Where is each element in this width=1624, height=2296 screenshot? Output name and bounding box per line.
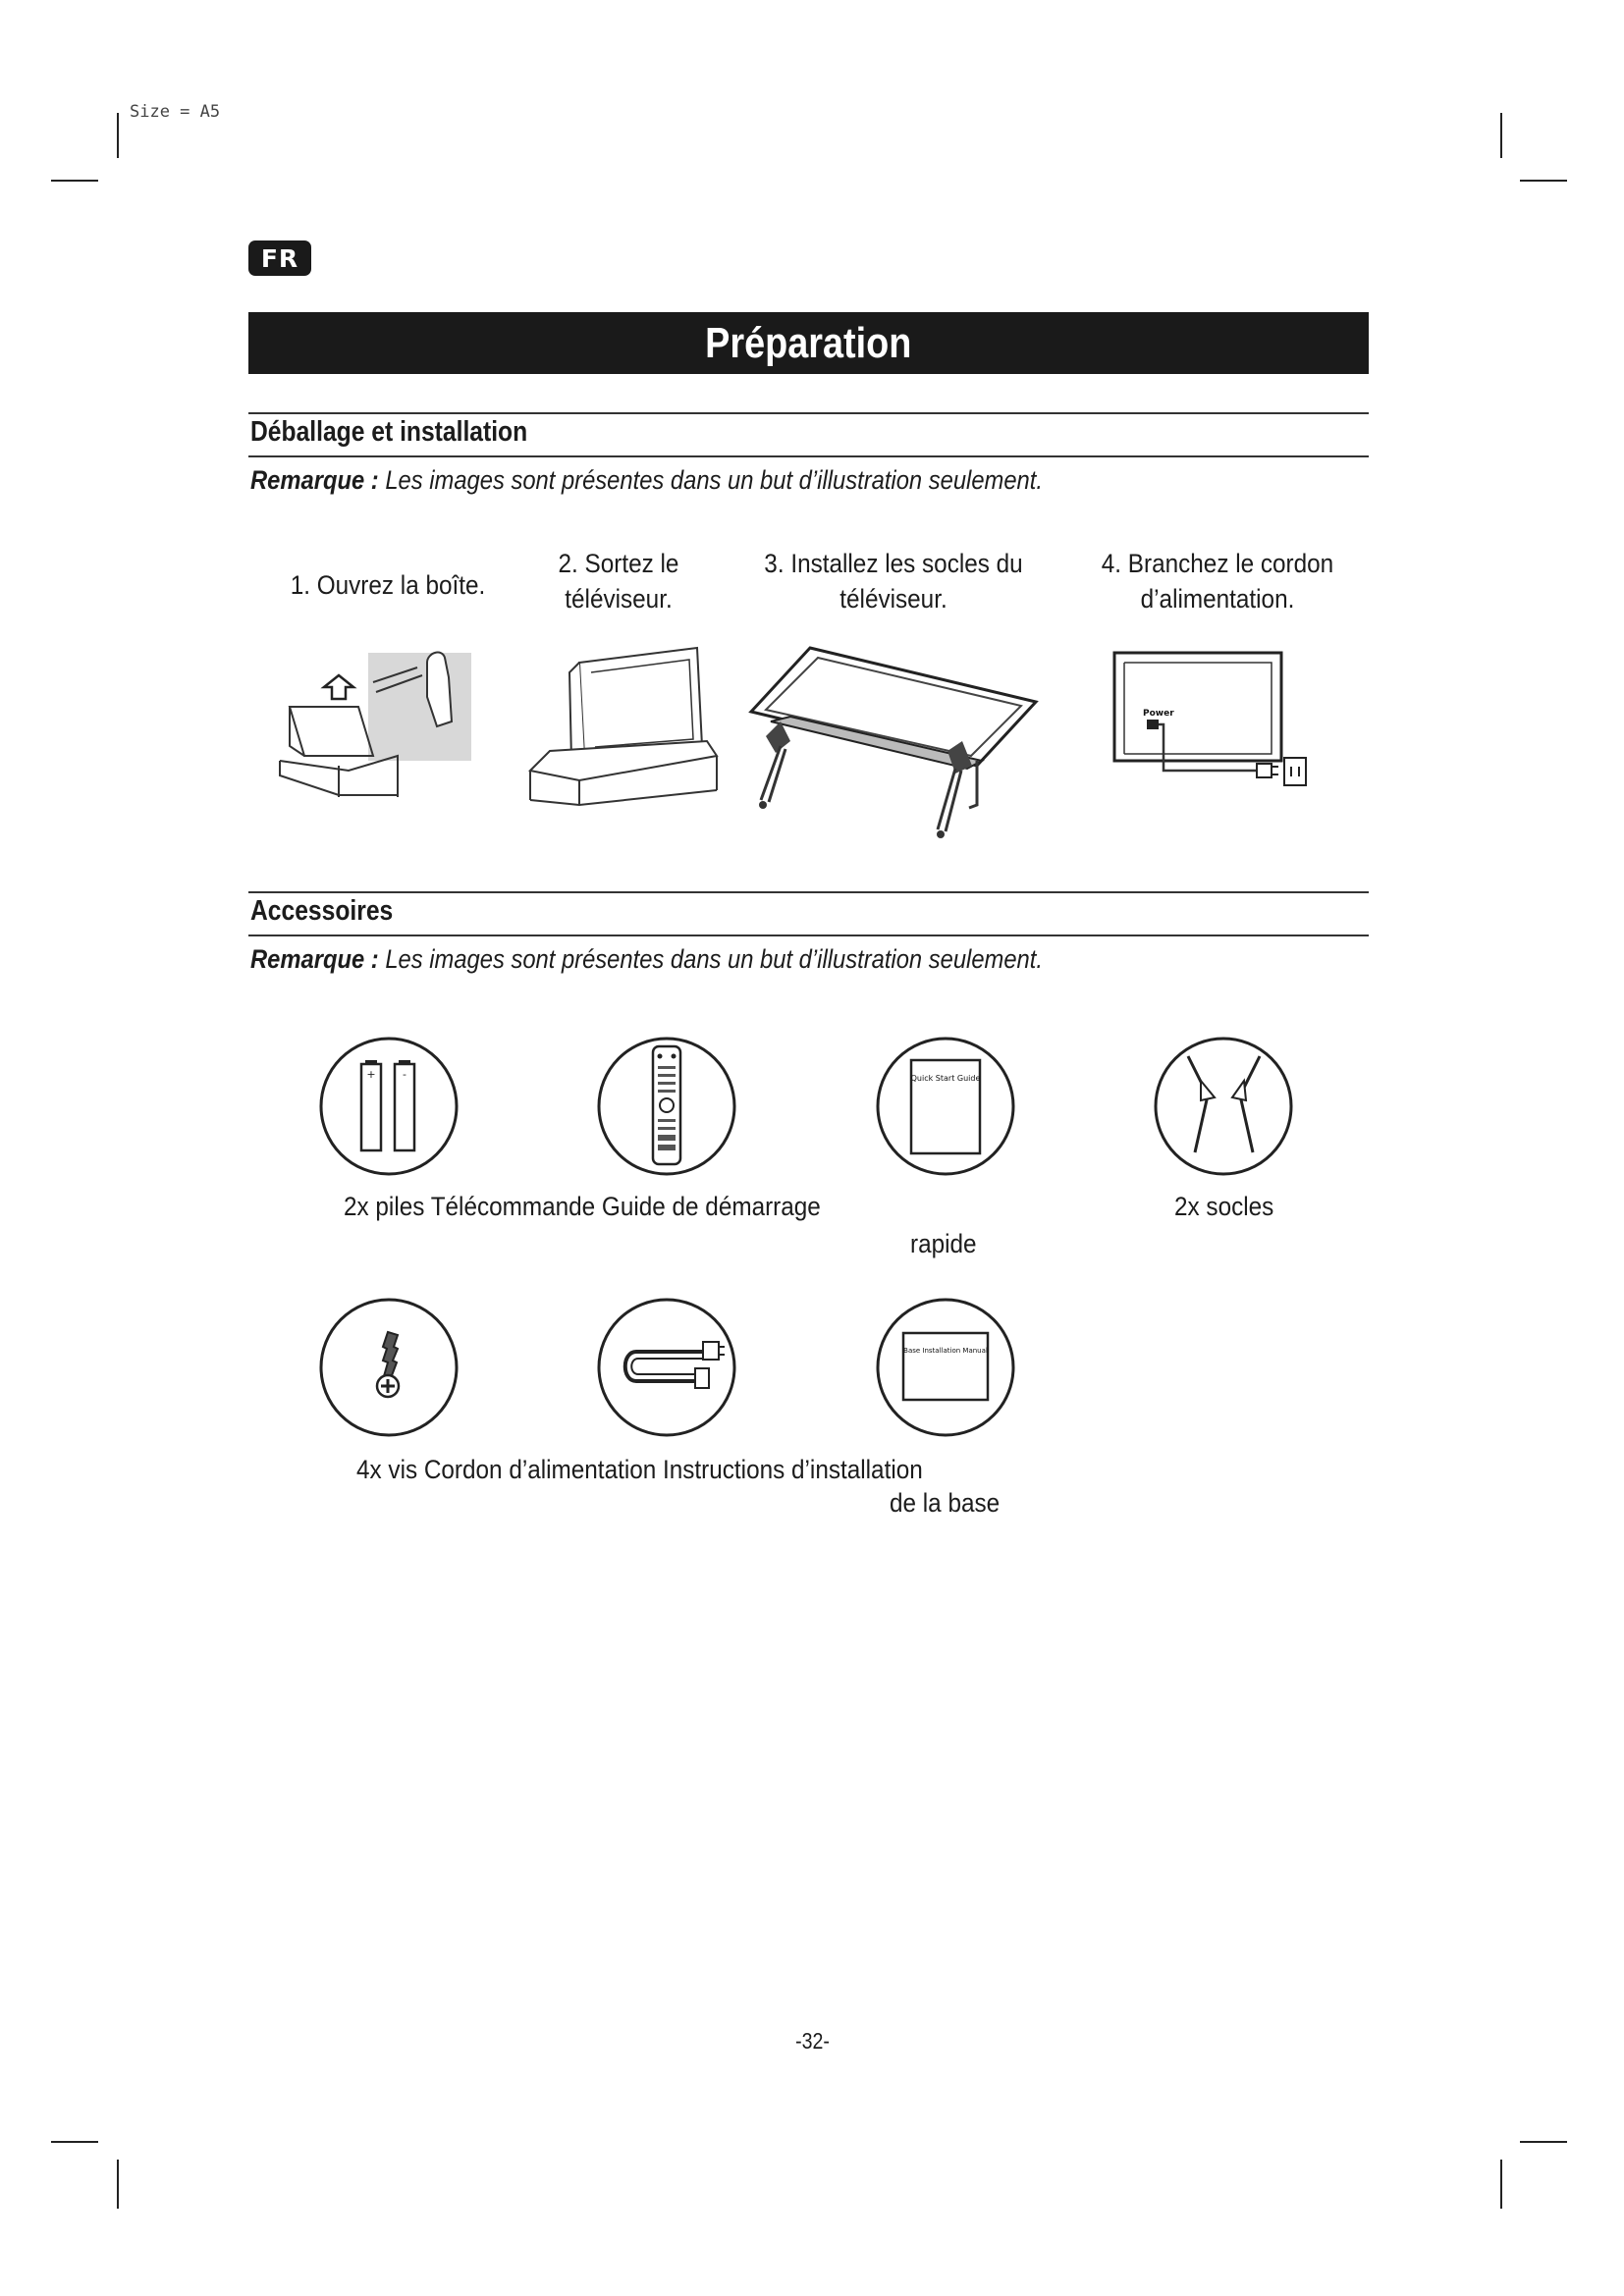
step-line: 2. Sortez le bbox=[558, 549, 679, 578]
svg-text:-: - bbox=[403, 1068, 406, 1081]
step-line: 4. Branchez le cordon bbox=[1101, 549, 1334, 578]
step-caption-1 bbox=[278, 567, 499, 603]
remark-label: Remarque : bbox=[250, 944, 379, 974]
size-label: Size = A5 bbox=[130, 102, 221, 122]
crop-mark bbox=[1520, 180, 1567, 182]
open-box-illustration bbox=[280, 648, 476, 805]
svg-text:+: + bbox=[366, 1068, 376, 1081]
step-caption-4 bbox=[1085, 546, 1350, 616]
step-caption-2 bbox=[521, 546, 716, 616]
page-title bbox=[248, 312, 1369, 374]
power-label: Power bbox=[1143, 709, 1174, 719]
accessory-caption-row1: 2x piles Télécommande Guide de démarrage bbox=[344, 1192, 821, 1221]
base-manual-label: Base Installation Manual bbox=[903, 1347, 988, 1355]
base-installation-manual-icon bbox=[876, 1298, 1015, 1437]
remark-text: Les images sont présentes dans un but d’illustration seulement. bbox=[385, 944, 1043, 974]
step-caption-3 bbox=[743, 546, 1044, 616]
accessory-caption-row2: 4x vis Cordon d’alimentation Instructions d’installation bbox=[356, 1455, 923, 1484]
quick-start-label: Quick Start Guide bbox=[910, 1074, 981, 1083]
crop-mark bbox=[1500, 113, 1502, 158]
section-rule-top bbox=[248, 891, 1369, 893]
quick-start-guide-icon bbox=[876, 1037, 1015, 1176]
section-heading-unpacking: Déballage et installation bbox=[250, 416, 528, 448]
accessory-caption-stands: 2x socles bbox=[1174, 1192, 1274, 1221]
accessory-caption-row1-cont: rapide bbox=[910, 1229, 977, 1258]
language-badge: FR bbox=[248, 240, 311, 276]
tv-out-of-box-illustration bbox=[520, 643, 717, 810]
section-rule-bottom bbox=[248, 455, 1369, 457]
step-line: 3. Installez les socles du bbox=[764, 549, 1023, 578]
remark-unpacking bbox=[250, 465, 1043, 496]
crop-mark bbox=[117, 2160, 119, 2209]
step-line: 1. Ouvrez la boîte. bbox=[290, 570, 486, 600]
remark-text: Les images sont présentes dans un but d’illustration seulement. bbox=[385, 465, 1043, 495]
step-line: d’alimentation. bbox=[1140, 584, 1295, 614]
crop-mark bbox=[51, 180, 98, 182]
remark-accessories bbox=[250, 944, 1043, 975]
remark-label: Remarque : bbox=[250, 465, 379, 495]
power-cord-accessory-icon bbox=[597, 1298, 736, 1437]
section-rule-bottom bbox=[248, 934, 1369, 936]
crop-mark bbox=[1520, 2141, 1567, 2143]
crop-mark bbox=[51, 2141, 98, 2143]
accessory-caption-row2-cont: de la base bbox=[890, 1488, 1001, 1518]
stands-icon bbox=[1154, 1037, 1293, 1176]
up-arrow-icon bbox=[324, 675, 353, 699]
install-stands-illustration bbox=[741, 643, 1046, 839]
crop-mark bbox=[1500, 2160, 1502, 2209]
screw-icon bbox=[319, 1298, 459, 1437]
page-title-text: Préparation bbox=[705, 318, 912, 367]
section-heading-accessories: Accessoires bbox=[250, 895, 394, 927]
section-rule-top bbox=[248, 412, 1369, 414]
page-number: -32- bbox=[795, 2028, 830, 2054]
step-line: téléviseur. bbox=[565, 584, 673, 614]
step-line: téléviseur. bbox=[839, 584, 947, 614]
remote-control-icon bbox=[597, 1037, 736, 1176]
power-cord-illustration bbox=[1110, 648, 1316, 820]
crop-mark bbox=[117, 113, 119, 158]
batteries-icon bbox=[319, 1037, 459, 1176]
